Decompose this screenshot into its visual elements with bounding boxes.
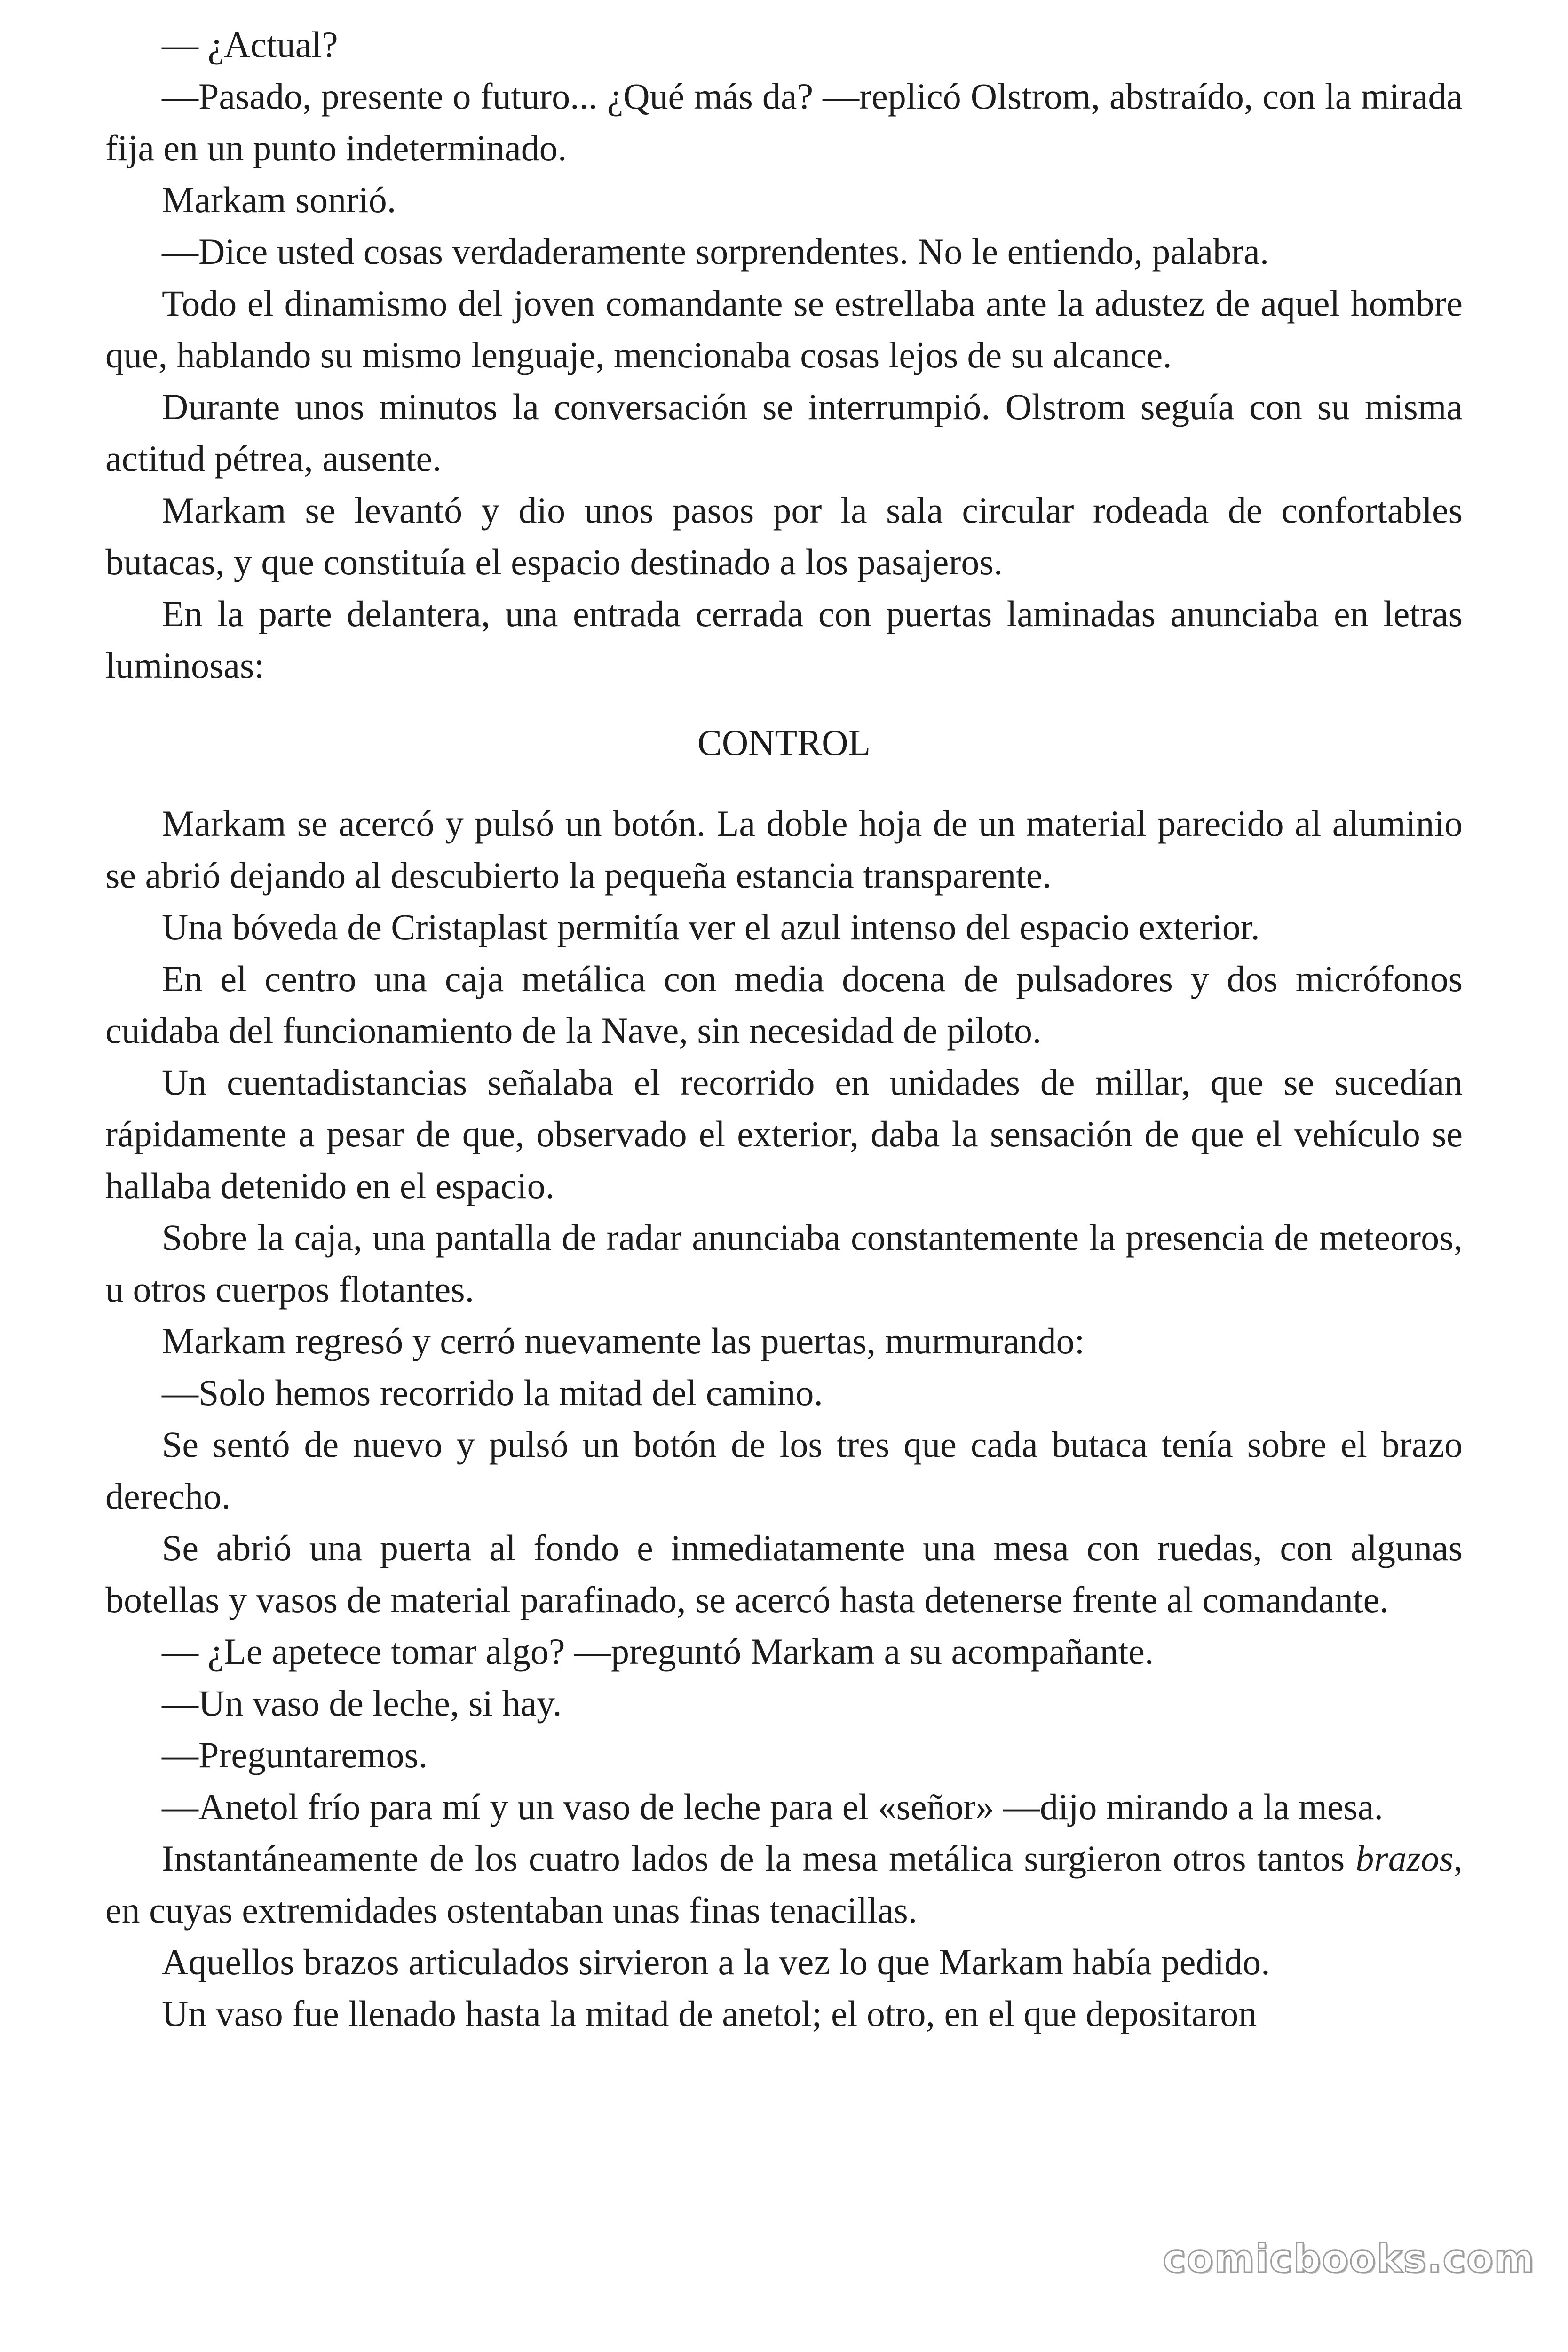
paragraph-text: , en cuyas extremidades ostentaban unas finas tenacillas. — [105, 1838, 1463, 1931]
paragraph: En el centro una caja metálica con media docena de pulsadores y dos micrófonos cuidaba del funcionamiento de la Nave, sin necesidad de piloto. — [105, 958, 1463, 1051]
paragraph: —Dice usted cosas verdaderamente sorprendentes. No le entiendo, palabra. — [162, 231, 1269, 272]
paragraph: Markam sonrió. — [162, 179, 396, 220]
document-page — [105, 19, 1463, 2040]
paragraph: Sobre la caja, una pantalla de radar anunciaba constantemente la presencia de meteoros, u otros cuerpos flotantes. — [105, 1217, 1463, 1310]
paragraph: Una bóveda de Cristaplast permitía ver el azul intenso del espacio exterior. — [162, 906, 1260, 947]
watermark-logo: comicbooks.com — [1163, 2237, 1535, 2281]
paragraph: Todo el dinamismo del joven comandante se estrellaba ante la adustez de aquel hombre que, hablando su mismo lenguaje, mencionaba cosas lejos de su alcance. — [105, 283, 1463, 375]
paragraph: Se abrió una puerta al fondo e inmediatamente una mesa con ruedas, con algunas botellas y vasos de material parafinado, se acercó hasta detenerse frente al comandante. — [105, 1527, 1463, 1620]
paragraph: Aquellos brazos articulados sirvieron a la vez lo que Markam había pedido. — [162, 1941, 1270, 1982]
paragraph: — ¿Le apetece tomar algo? —preguntó Markam a su acompañante. — [162, 1631, 1154, 1672]
paragraph: —Anetol frío para mí y un vaso de leche para el «señor» —dijo mirando a la mesa. — [162, 1786, 1384, 1827]
paragraph: Se sentó de nuevo y pulsó un botón de los tres que cada butaca tenía sobre el brazo derecho. — [105, 1424, 1463, 1517]
paragraph: — ¿Actual? — [162, 24, 338, 65]
italic-word: brazos — [1355, 1838, 1454, 1879]
paragraph — [105, 1833, 1463, 1936]
section-heading: CONTROL — [697, 722, 871, 763]
paragraph: En la parte delantera, una entrada cerrada con puertas laminadas anunciaba en letras luminosas: — [105, 593, 1463, 686]
paragraph: —Preguntaremos. — [162, 1734, 428, 1775]
paragraph: —Pasado, presente o futuro... ¿Qué más da? —replicó Olstrom, abstraído, con la mirada fija en un punto indeterminado. — [105, 76, 1463, 168]
paragraph: Markam se acercó y pulsó un botón. La doble hoja de un material parecido al aluminio se abrió dejando al descubierto la pequeña estancia transparente. — [105, 803, 1463, 896]
paragraph: Durante unos minutos la conversación se interrumpió. Olstrom seguía con su misma actitud pétrea, ausente. — [105, 386, 1463, 479]
paragraph: Markam regresó y cerró nuevamente las puertas, murmurando: — [162, 1320, 1085, 1361]
paragraph: Un cuentadistancias señalaba el recorrido en unidades de millar, que se sucedían rápidamente a pesar de que, observado el exterior, daba la sensación de que el vehículo se hallaba detenido en el espacio. — [105, 1062, 1463, 1206]
paragraph-text: Instantáneamente de los cuatro lados de la mesa metálica surgieron otros tantos — [162, 1838, 1356, 1879]
paragraph: Un vaso fue llenado hasta la mitad de anetol; el otro, en el que depositaron — [162, 1993, 1257, 2034]
paragraph: —Un vaso de leche, si hay. — [162, 1683, 562, 1724]
paragraph: —Solo hemos recorrido la mitad del camino. — [162, 1372, 823, 1413]
paragraph: Markam se levantó y dio unos pasos por la sala circular rodeada de confortables butacas, y que constituía el espacio destinado a los pasajeros. — [105, 490, 1463, 582]
